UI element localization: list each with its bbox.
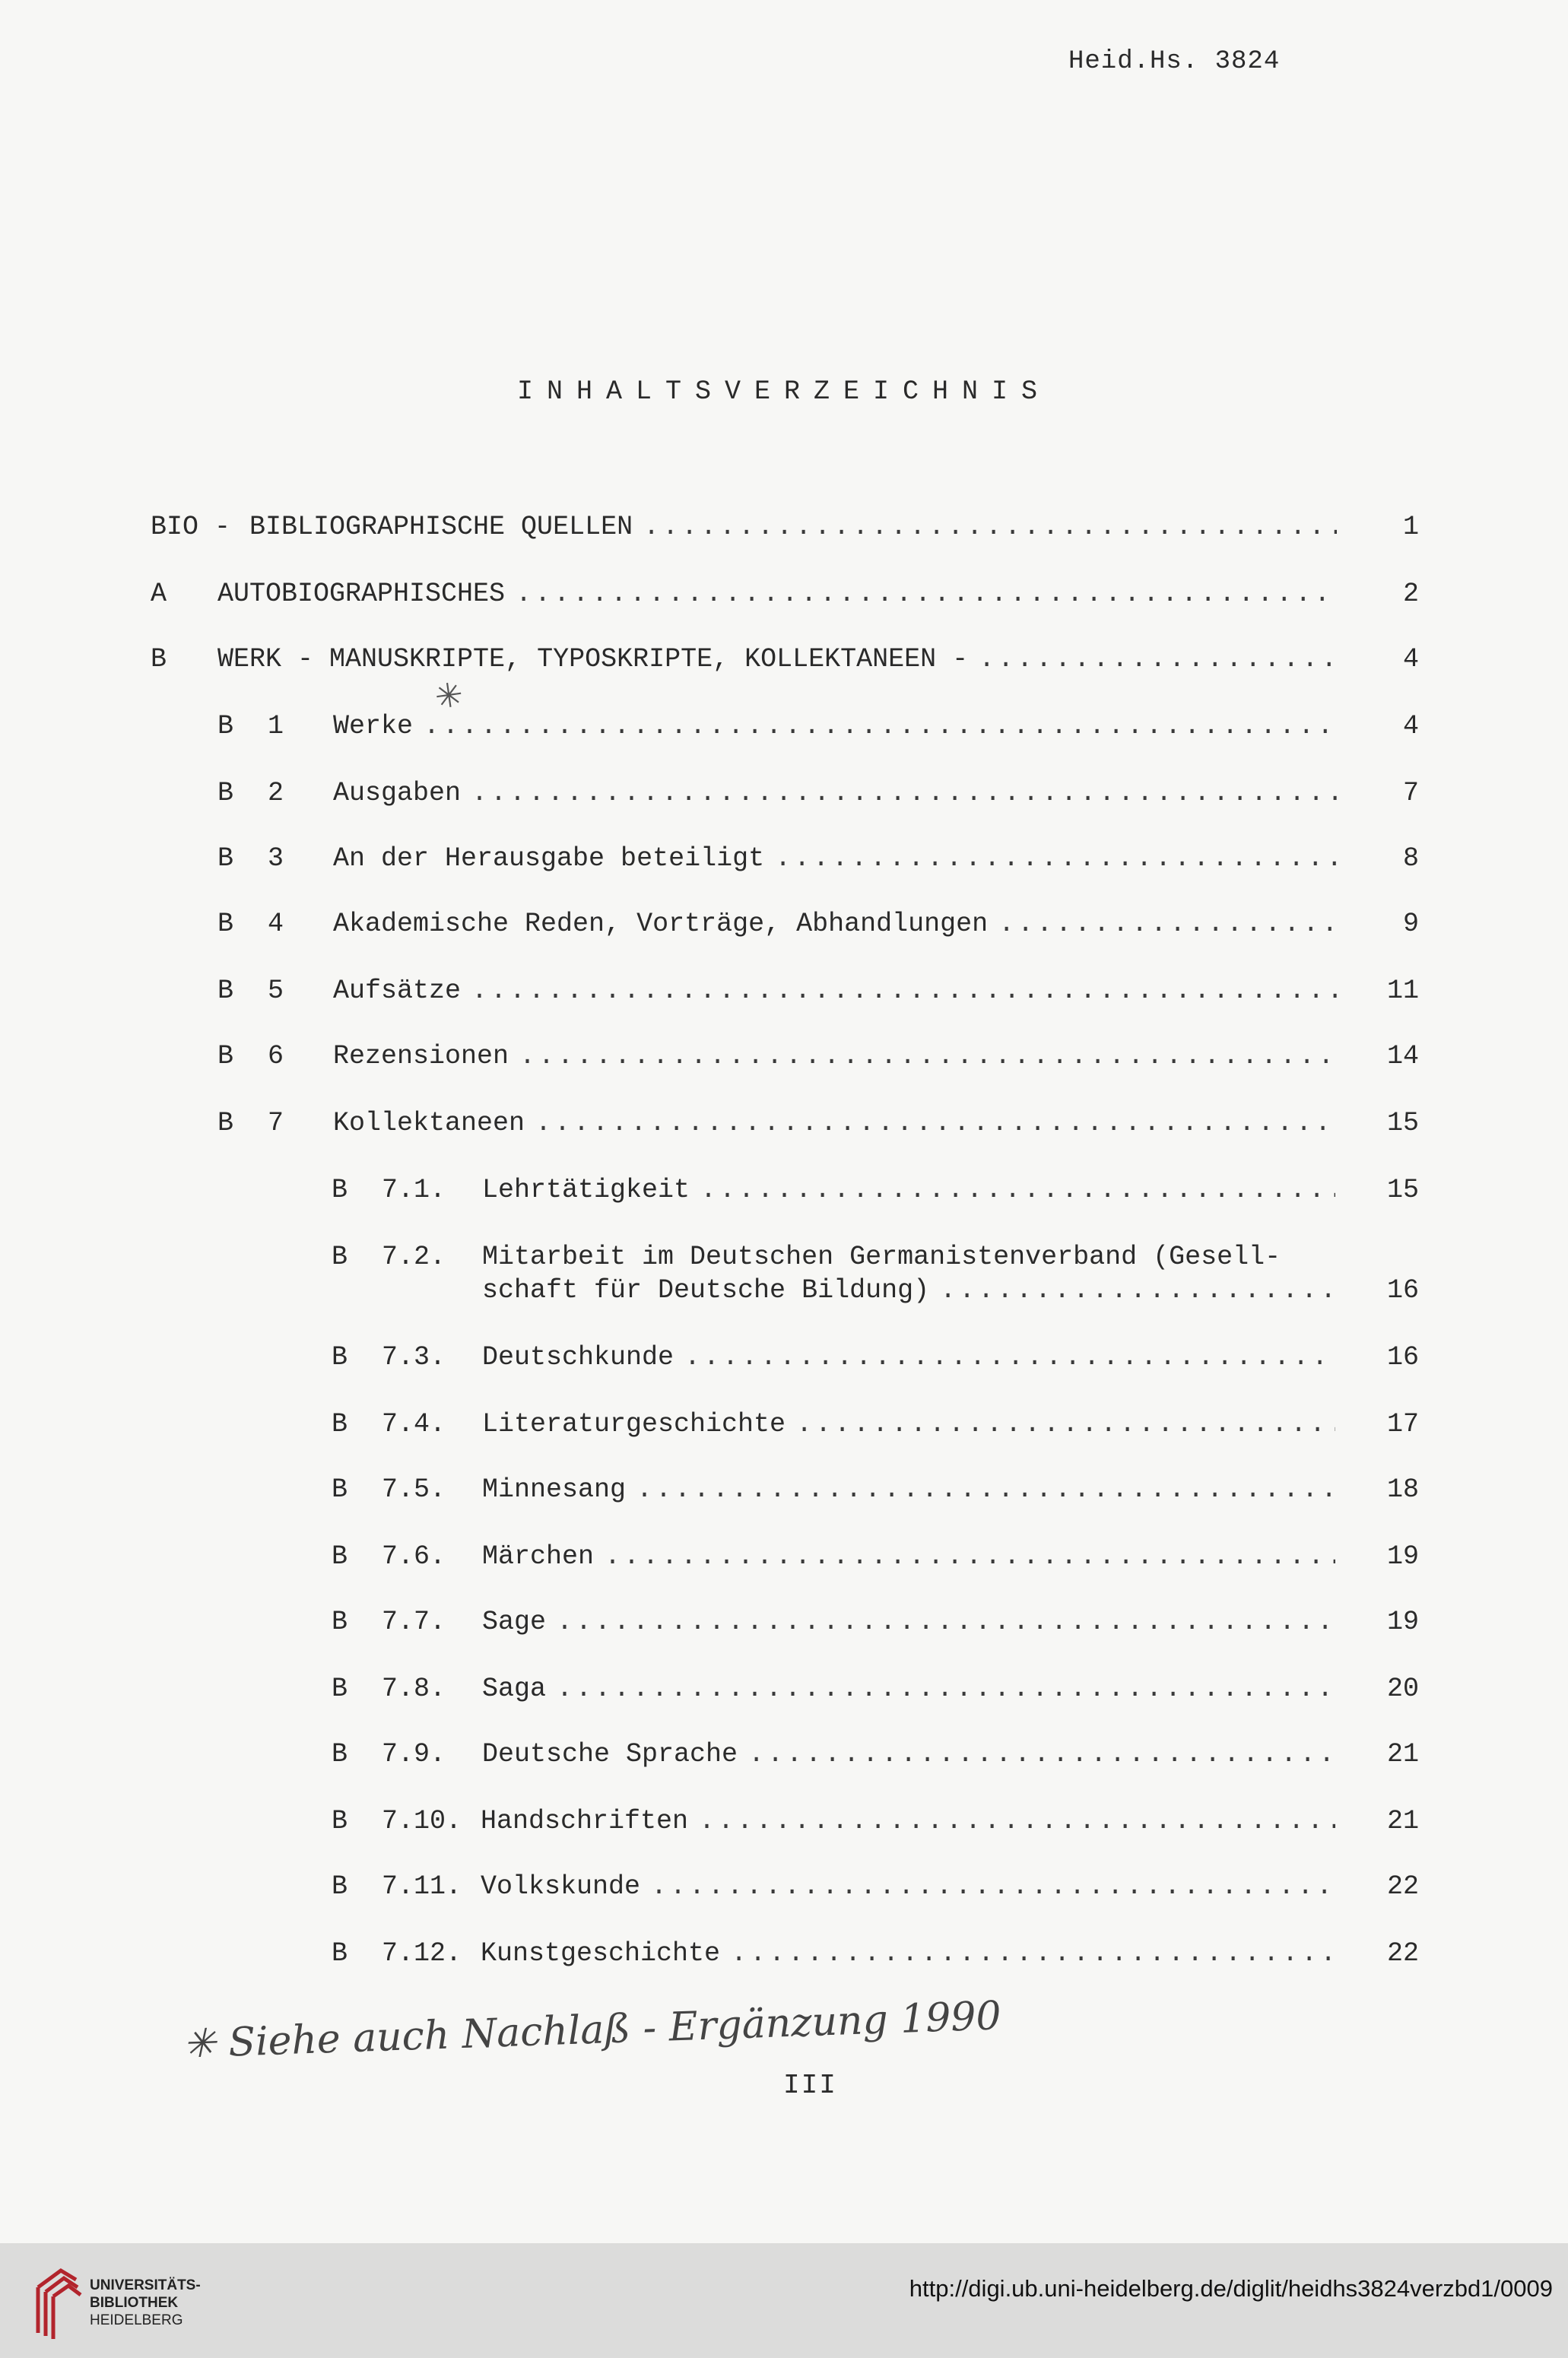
leader-dots xyxy=(636,1472,1335,1507)
toc-label: Rezensionen xyxy=(333,1041,509,1071)
toc-label: Akademische Reden, Vorträge, Abhandlungen xyxy=(333,909,989,939)
toc-label: Minnesang xyxy=(482,1474,627,1505)
leader-dots xyxy=(700,1173,1335,1208)
toc-code: B xyxy=(332,1607,348,1637)
toc-number: 7.9. xyxy=(382,1739,446,1769)
toc-number: 7.4. xyxy=(382,1409,446,1439)
toc-label: BIBLIOGRAPHISCHE QUELLEN xyxy=(249,512,633,542)
toc-page-number: 21 xyxy=(1386,1739,1419,1769)
leader-dots xyxy=(557,1604,1335,1639)
toc-number: 7.10. xyxy=(382,1806,462,1836)
leader-dots xyxy=(940,1273,1335,1308)
toc-number: 7.3. xyxy=(382,1342,446,1373)
toc-page-number: 19 xyxy=(1386,1607,1419,1637)
toc-entry-b7[interactable] xyxy=(217,1106,1337,1141)
toc-label-continuation: schaft für Deutsche Bildung) xyxy=(482,1275,930,1306)
toc-code: B xyxy=(217,909,234,939)
toc-number: 7.2. xyxy=(382,1242,446,1272)
handwritten-asterisk: ✳ xyxy=(432,674,466,718)
toc-page-number: 9 xyxy=(1402,909,1419,939)
toc-code: B xyxy=(332,1342,348,1373)
toc-entry-b7-1[interactable] xyxy=(332,1173,1335,1208)
shelfmark: Heid.Hs. 3824 xyxy=(1068,47,1281,76)
toc-code: B xyxy=(332,1739,348,1769)
leader-dots xyxy=(731,1936,1335,1971)
page-number-roman: III xyxy=(783,2070,837,2101)
toc-entry-b6[interactable] xyxy=(217,1039,1337,1074)
toc-number: 1 xyxy=(268,711,284,741)
toc-number: 7.8. xyxy=(382,1674,446,1704)
toc-entry-b7-7[interactable] xyxy=(332,1604,1335,1639)
toc-number: 2 xyxy=(268,778,284,808)
toc-code: B xyxy=(332,1541,348,1572)
leader-dots xyxy=(535,1106,1337,1141)
library-name-line3: HEIDELBERG xyxy=(90,2312,183,2328)
leader-dots xyxy=(699,1804,1335,1839)
toc-code: B xyxy=(217,1108,234,1138)
toc-number: 7.1. xyxy=(382,1175,446,1205)
leader-dots xyxy=(979,642,1337,677)
leader-dots xyxy=(557,1671,1335,1706)
toc-entry-a[interactable] xyxy=(151,576,1337,611)
toc-page-number: 16 xyxy=(1386,1275,1419,1306)
toc-code: B xyxy=(217,778,234,808)
toc-label: An der Herausgabe beteiligt xyxy=(333,843,765,874)
toc-entry-b7-2-cont[interactable] xyxy=(482,1273,1335,1308)
leader-dots xyxy=(471,973,1337,1008)
toc-number: 7.7. xyxy=(382,1607,446,1637)
toc-number: 5 xyxy=(268,976,284,1006)
toc-page-number: 17 xyxy=(1386,1409,1419,1439)
library-name-line2: BIBLIOTHEK xyxy=(90,2295,179,2311)
toc-code: B xyxy=(217,976,234,1006)
library-logo-icon xyxy=(30,2257,99,2342)
toc-label: Saga xyxy=(482,1674,547,1704)
library-name-line1: UNIVERSITÄTS- xyxy=(90,2277,201,2293)
leader-dots xyxy=(516,576,1337,611)
toc-code: B xyxy=(332,1474,348,1505)
toc-label: Märchen xyxy=(482,1541,595,1572)
toc-page-number: 21 xyxy=(1386,1806,1419,1836)
toc-label: Sage xyxy=(482,1607,547,1637)
toc-number: 7.5. xyxy=(382,1474,446,1505)
toc-label: Literaturgeschichte xyxy=(482,1409,786,1439)
toc-label: Kollektaneen xyxy=(333,1108,525,1138)
toc-entry-b[interactable] xyxy=(151,642,1337,677)
toc-number: 4 xyxy=(268,909,284,939)
toc-code: B xyxy=(332,1409,348,1439)
toc-code: B xyxy=(217,711,234,741)
toc-page-number: 18 xyxy=(1386,1474,1419,1505)
toc-entry-b7-3[interactable] xyxy=(332,1340,1335,1375)
toc-label: AUTOBIOGRAPHISCHES xyxy=(217,579,506,609)
toc-entry-b7-10[interactable] xyxy=(332,1804,1335,1839)
toc-code: B xyxy=(332,1242,348,1272)
toc-number: 6 xyxy=(268,1041,284,1071)
toc-label: Werke xyxy=(333,711,414,741)
toc-label: Aufsätze xyxy=(333,976,462,1006)
toc-code: B xyxy=(332,1674,348,1704)
toc-number: 7.6. xyxy=(382,1541,446,1572)
toc-page-number: 20 xyxy=(1386,1674,1419,1704)
leader-dots xyxy=(998,906,1337,941)
toc-page-number: 11 xyxy=(1386,976,1419,1006)
toc-entry-b7-12[interactable] xyxy=(332,1936,1335,1971)
toc-page-number: 2 xyxy=(1402,579,1419,609)
toc-page-number: 4 xyxy=(1402,644,1419,674)
toc-code: B xyxy=(332,1871,348,1902)
toc-entry-b5[interactable] xyxy=(217,973,1337,1008)
leader-dots xyxy=(424,709,1337,744)
toc-code: B xyxy=(332,1806,348,1836)
toc-entry-b7-11[interactable] xyxy=(332,1869,1335,1904)
toc-page-number: 19 xyxy=(1386,1541,1419,1572)
toc-page-number: 16 xyxy=(1386,1342,1419,1373)
leader-dots xyxy=(643,509,1337,544)
library-footer xyxy=(0,2243,1568,2358)
toc-code: B xyxy=(151,644,167,674)
toc-label: Deutsche Sprache xyxy=(482,1739,738,1769)
toc-page-number: 15 xyxy=(1386,1175,1419,1205)
permalink-url[interactable]: http://digi.ub.uni-heidelberg.de/diglit/heidhs3824verzbd1/0009 xyxy=(909,2275,1553,2302)
toc-code: B xyxy=(217,843,234,874)
toc-entry-b2[interactable] xyxy=(217,776,1337,811)
library-name xyxy=(90,2277,201,2329)
toc-number: 7.12. xyxy=(382,1938,462,1969)
toc-code: B xyxy=(217,1041,234,1071)
toc-code: A xyxy=(151,579,167,609)
toc-page-number: 15 xyxy=(1386,1108,1419,1138)
toc-page-number: 7 xyxy=(1402,778,1419,808)
leader-dots xyxy=(775,841,1337,876)
toc-label: Kunstgeschichte xyxy=(481,1938,721,1969)
leader-dots xyxy=(796,1407,1335,1442)
toc-label: WERK - MANUSKRIPTE, TYPOSKRIPTE, KOLLEKTANEEN - xyxy=(217,644,969,674)
leader-dots xyxy=(605,1539,1335,1574)
leader-dots xyxy=(748,1737,1335,1772)
toc-entry-b7-9[interactable] xyxy=(332,1737,1335,1772)
toc-code: B xyxy=(332,1175,348,1205)
toc-code: B xyxy=(332,1938,348,1969)
toc-label: Ausgaben xyxy=(333,778,462,808)
leader-dots xyxy=(519,1039,1337,1074)
leader-dots xyxy=(684,1340,1335,1375)
toc-entry-b7-2[interactable] xyxy=(332,1239,1335,1274)
toc-page-number: 14 xyxy=(1386,1041,1419,1071)
toc-label: Handschriften xyxy=(481,1806,689,1836)
toc-entry-b7-8[interactable] xyxy=(332,1671,1335,1706)
toc-entry-b1[interactable] xyxy=(217,709,1337,744)
toc-page-number: 4 xyxy=(1402,711,1419,741)
toc-entry-b7-6[interactable] xyxy=(332,1539,1335,1574)
toc-number: 3 xyxy=(268,843,284,874)
toc-entry-b3[interactable] xyxy=(217,841,1337,876)
handwritten-note: ✳ Siehe auch Nachlaß - Ergänzung 1990 xyxy=(182,1993,1002,2068)
page-title: INHALTSVERZEICHNIS xyxy=(516,376,1052,407)
toc-number: 7 xyxy=(268,1108,284,1138)
toc-entry-b7-5[interactable] xyxy=(332,1472,1335,1507)
toc-page-number: 8 xyxy=(1402,843,1419,874)
toc-entry-bio[interactable] xyxy=(151,509,1337,544)
toc-label: Mitarbeit im Deutschen Germanistenverband (Gesell- xyxy=(482,1242,1281,1272)
toc-number: 7.11. xyxy=(382,1871,462,1902)
toc-entry-b4[interactable] xyxy=(217,906,1337,941)
toc-code: BIO - xyxy=(151,512,231,542)
toc-page-number: 22 xyxy=(1386,1938,1419,1969)
leader-dots xyxy=(471,776,1337,811)
toc-label: Lehrtätigkeit xyxy=(482,1175,690,1205)
toc-entry-b7-4[interactable] xyxy=(332,1407,1335,1442)
toc-page-number: 1 xyxy=(1402,512,1419,542)
toc-label: Deutschkunde xyxy=(482,1342,674,1373)
leader-dots xyxy=(651,1869,1335,1904)
toc-page-number: 22 xyxy=(1386,1871,1419,1902)
toc-label: Volkskunde xyxy=(481,1871,641,1902)
